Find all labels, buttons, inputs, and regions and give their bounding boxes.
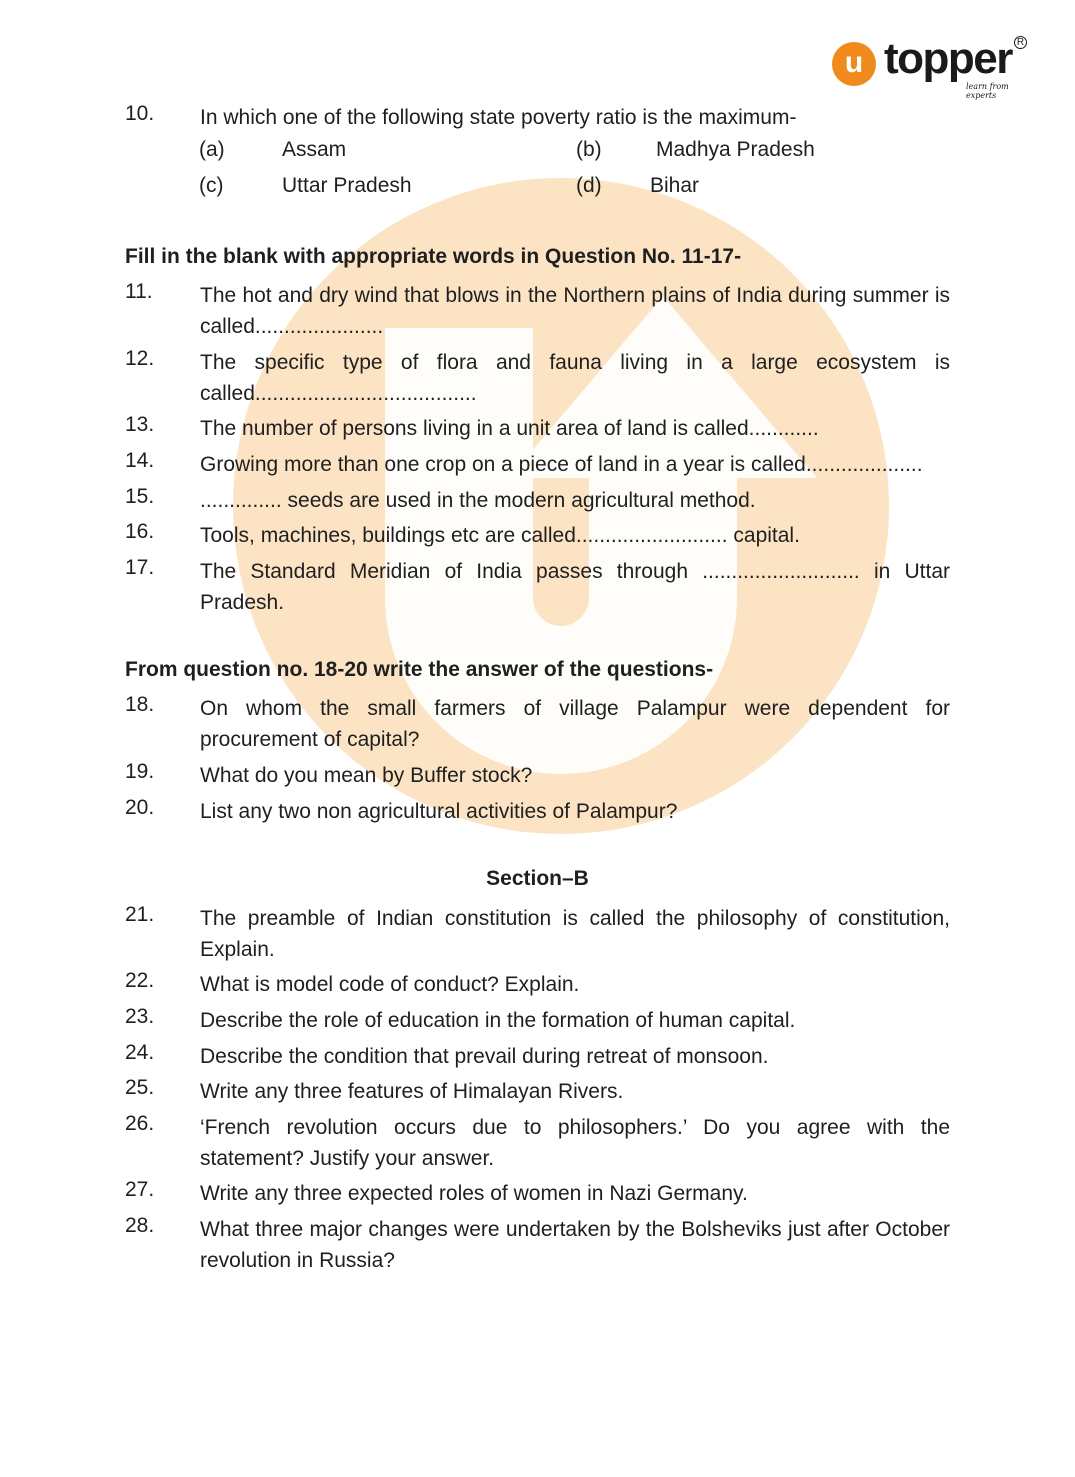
question-14	[125, 449, 950, 480]
question-number: 26.	[125, 1112, 155, 1135]
option-text: Bihar	[650, 174, 700, 197]
question-text: Describe the role of education in the formation of human capital.	[200, 1009, 796, 1032]
question-24	[125, 1041, 950, 1072]
question-number: 16.	[125, 520, 155, 543]
question-number: 17.	[125, 556, 155, 579]
question-text: Write any three expected roles of women in Nazi Germany.	[200, 1182, 748, 1205]
question-number: 21.	[125, 903, 155, 926]
question-28	[125, 1214, 950, 1276]
question-21	[125, 903, 950, 965]
question-23	[125, 1005, 950, 1036]
topper-logo	[832, 34, 1032, 100]
question-number: 15.	[125, 485, 155, 508]
question-number: 14.	[125, 449, 155, 472]
question-16	[125, 520, 950, 551]
registered-mark: R	[1014, 36, 1027, 49]
question-number: 20.	[125, 796, 155, 819]
question-number: 13.	[125, 413, 155, 436]
logo-tagline: learn from experts	[966, 82, 1009, 100]
question-22	[125, 969, 950, 1000]
question-text: ‘French revolution occurs due to philosophers.’ Do you agree with the statement? Justify your answer.	[200, 1116, 950, 1170]
logo-u-icon: u	[832, 42, 876, 86]
question-text: The hot and dry wind that blows in the Northern plains of India during summer is called......................	[200, 284, 950, 338]
question-text: The number of persons living in a unit area of land is called............	[200, 417, 819, 440]
question-17	[125, 556, 950, 618]
question-text: On whom the small farmers of village Palampur were dependent for procurement of capital?	[200, 697, 950, 751]
question-20	[125, 796, 950, 827]
question-13	[125, 413, 950, 444]
question-number: 24.	[125, 1041, 155, 1064]
question-text: Describe the condition that prevail during retreat of monsoon.	[200, 1045, 769, 1068]
question-26	[125, 1112, 950, 1174]
option-text: Assam	[282, 138, 347, 161]
question-text: The specific type of flora and fauna living in a large ecosystem is called......................................	[200, 351, 950, 405]
question-number: 22.	[125, 969, 155, 992]
question-18	[125, 693, 950, 755]
question-text: What is model code of conduct? Explain.	[200, 973, 580, 996]
question-number: 23.	[125, 1005, 155, 1028]
option-text: Madhya Pradesh	[656, 138, 815, 161]
question-number: 18.	[125, 693, 155, 716]
question-number: 12.	[125, 347, 155, 370]
answer-heading: From question no. 18-20 write the answer of the questions-	[125, 658, 714, 681]
option-label: (b)	[576, 138, 602, 161]
question-number: 19.	[125, 760, 155, 783]
question-number: 25.	[125, 1076, 155, 1099]
question-text: .............. seeds are used in the modern agricultural method.	[200, 489, 756, 512]
question-number: 28.	[125, 1214, 155, 1237]
question-text: Growing more than one crop on a piece of land in a year is called....................	[200, 453, 923, 476]
question-27	[125, 1178, 950, 1209]
option-label: (c)	[199, 174, 224, 197]
question-19	[125, 760, 950, 791]
question-10	[125, 102, 950, 133]
question-text: List any two non agricultural activities of Palampur?	[200, 800, 678, 823]
section-b-title: Section–B	[486, 867, 589, 890]
option-label: (a)	[199, 138, 225, 161]
question-25	[125, 1076, 950, 1107]
option-label: (d)	[576, 174, 602, 197]
question-11	[125, 280, 950, 342]
fill-blank-heading: Fill in the blank with appropriate words in Question No. 11-17-	[125, 245, 742, 268]
question-text: In which one of the following state poverty ratio is the maximum-	[200, 106, 797, 129]
question-text: What do you mean by Buffer stock?	[200, 764, 533, 787]
logo-wordmark: topper	[884, 34, 1012, 83]
question-12	[125, 347, 950, 409]
question-text: What three major changes were undertaken by the Bolsheviks just after October revolution in Russia?	[200, 1218, 950, 1272]
question-text: The preamble of Indian constitution is called the philosophy of constitution, Explain.	[200, 907, 950, 961]
question-text: The Standard Meridian of India passes through ........................... in Uttar Pradesh.	[200, 560, 950, 614]
question-number: 11.	[125, 280, 153, 303]
option-text: Uttar Pradesh	[282, 174, 412, 197]
question-text: Tools, machines, buildings etc are called.......................... capital.	[200, 524, 800, 547]
question-15	[125, 485, 950, 516]
question-text: Write any three features of Himalayan Rivers.	[200, 1080, 624, 1103]
question-number: 10.	[125, 102, 155, 125]
question-number: 27.	[125, 1178, 155, 1201]
